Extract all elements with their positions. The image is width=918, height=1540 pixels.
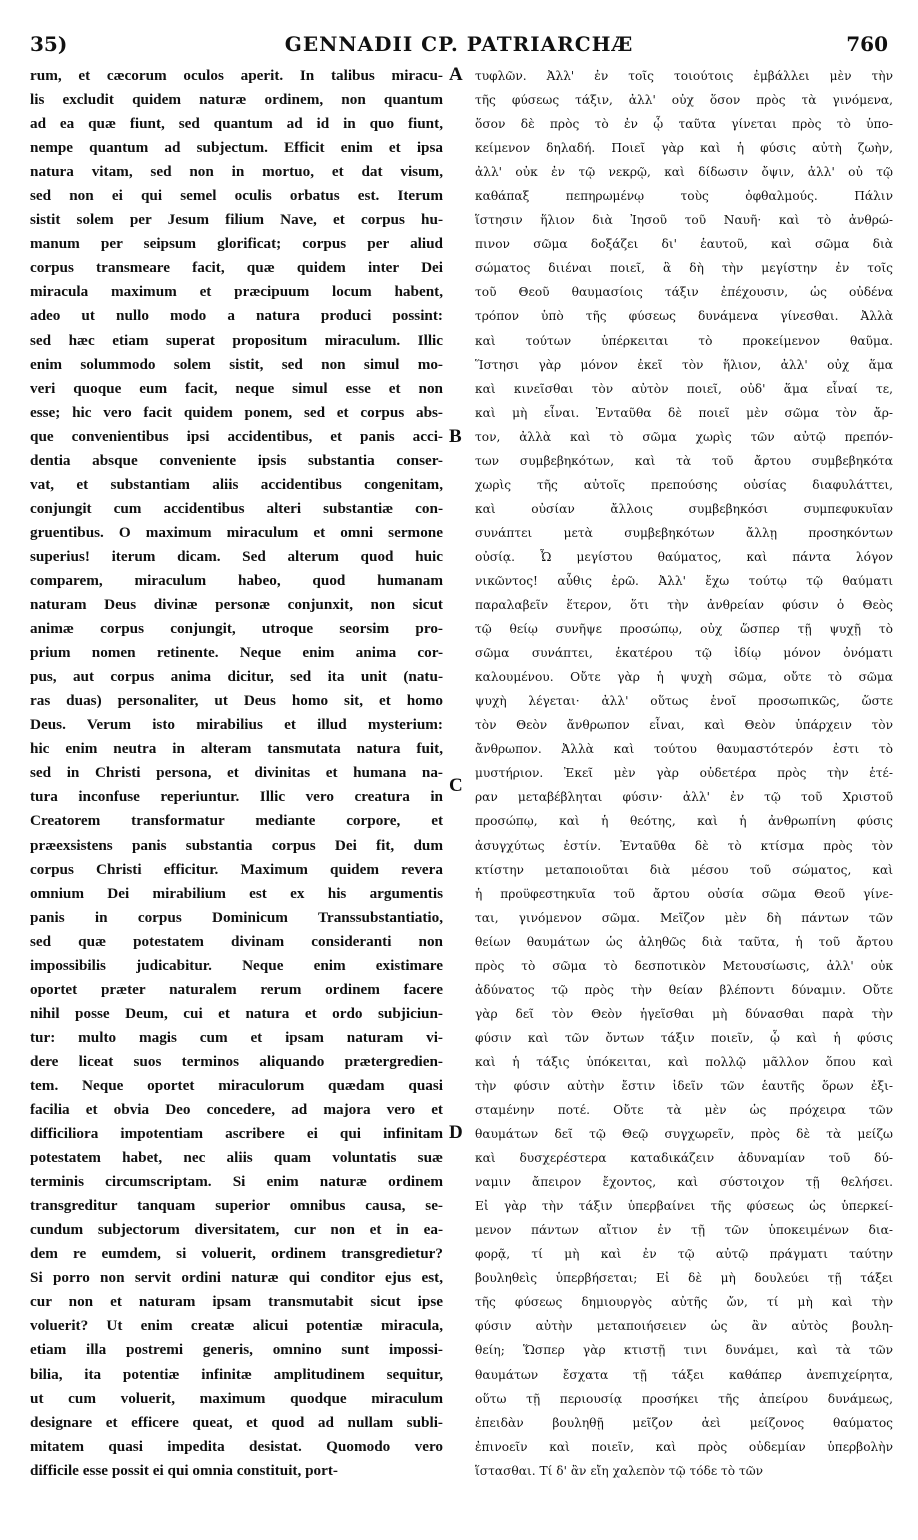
latin-text-line: pus, aut corpus anima dicitur, sed ita unit (natu-: [30, 668, 443, 686]
latin-text-line: vat, et substantiam aliis accidentibus congenitam,: [30, 475, 443, 493]
latin-text-line: hic enim neutra in alteram tansmutata natura fuit,: [30, 740, 443, 758]
greek-text-line: οὕτω τῇ περιουσίᾳ προσήκει τῆς ἀπείρου δυνάμεως,: [475, 1391, 893, 1406]
greek-text-line: ἵστασθαι. Τί δ' ἂν εἴη χαλεπὸν τῷ τόδε τὸ τῶν: [475, 1463, 764, 1478]
section-marker-d: D: [449, 1122, 463, 1143]
latin-text-line: ad ea quæ fiunt, sed quantum ad id in quo fiunt,: [30, 115, 443, 133]
greek-text-line: καὶ ἡ τάξις ὑπόκειται, καὶ πολλῷ μᾶλλον ὅπου καὶ: [475, 1054, 893, 1069]
greek-text-line: τὸν Θεὸν ἄνθρωπον εἶναι, καὶ Θεὸν ὑπάρχειν τὸν: [475, 718, 893, 733]
greek-text-line: κτίστην μεταποιοῦται διὰ μέσου τοῦ σώματος, καὶ: [475, 862, 893, 877]
latin-text-line: sistit solem per Jesum filium Nave, et corpus hu-: [30, 211, 443, 229]
latin-text-line: panis in corpus Dominicum Transsubstantiatio,: [30, 908, 443, 926]
greek-text-line: τρόπον ὑπὸ τῆς φύσεως δυνάμενα γίνεσθαι. Ἀλλὰ: [475, 309, 893, 324]
greek-text-line: θαυμάτων δεῖ τῷ Θεῷ συγχωρεῖν, πρὸς δὲ τὰ μείζω: [475, 1127, 893, 1142]
greek-text-line: ἐπειδὰν βουληθῇ μεῖζον ἀεὶ μείζονος θαύματος: [475, 1415, 893, 1430]
greek-text-line: καὶ δυσχερέστερα καταδικάζειν ἀδυναμίαν τοῦ δύ-: [475, 1151, 893, 1166]
greek-text-line: καθάπαξ πεπηρωμένῳ τοὺς ὀφθαλμούς. Πάλιν: [475, 189, 893, 204]
greek-text-line: ἀλλ' οὐκ ἐν τῷ νεκρῷ, καὶ δίδωσιν ὄψιν, ἀλλ' οὐ τῷ: [475, 165, 893, 180]
latin-text-line: tem. Neque oportet miraculorum quædam quasi: [30, 1076, 443, 1094]
greek-text-line: ἵστησιν ἥλιον διὰ Ἰησοῦ τοῦ Ναυῆ· καὶ τὸ ἀνθρώ-: [475, 213, 893, 228]
page-header: [30, 32, 888, 58]
latin-column: [30, 64, 443, 1483]
greek-text-line: καὶ οὐσίαν ἄλλοις συμβεβηκόσι συμπεφυκυῖαν: [475, 501, 893, 516]
greek-text-line: ἄνθρωπον. Ἀλλὰ καὶ τούτου θαυμαστότερόν ἐστι τὸ: [475, 742, 893, 757]
latin-text-line: difficile esse possit ei qui omnia constituit, port-: [30, 1461, 338, 1479]
greek-text-line: συνάπτει μετὰ συμβεβηκότων ἄλλῃ προσηκόντων: [475, 525, 893, 540]
greek-text-line: τῷ θείῳ συνῆψε προσώπῳ, οὐχ ὥσπερ τῇ ψυχῇ τὸ: [475, 622, 893, 637]
greek-text-line: οὐσίᾳ. Ὦ μεγίστου θαύματος, καὶ πάντα λόγον: [475, 549, 893, 564]
greek-text-line: προσώπῳ, καὶ ἡ θεότης, καὶ ἡ ἀνθρωπίνη φύσις: [475, 814, 893, 829]
latin-text-line: naturam Deus divinæ personæ conjunxit, non sicut: [30, 596, 443, 614]
greek-text-line: ραν μεταβέβληται φύσιν· ἀλλ' ἐν τῷ τοῦ Χριστοῦ: [475, 790, 893, 805]
latin-text-line: Creatorem transformatur mediante corpore, et: [30, 812, 443, 830]
latin-text-line: miracula maximum et præcipuum locum habent,: [30, 283, 443, 301]
greek-text-line: παραλαβεῖν ἕτερον, ὅτι τὴν ἀνθρείαν φύσιν ὁ Θεὸς: [475, 598, 893, 613]
latin-text-line: Deus. Verum isto mirabilius et illud mysterium:: [30, 716, 443, 734]
greek-text-line: θείων θαυμάτων ὡς ἀληθῶς διὰ ταῦτα, ἡ τοῦ ἄρτου: [475, 934, 893, 949]
greek-text-line: θαυμάτων ἔσχατα τῇ τάξει καθάπερ ἀνεπιχείρητα,: [475, 1367, 893, 1382]
latin-text-line: sed in Christi persona, et divinitas et humana na-: [30, 764, 443, 782]
section-marker-b: B: [449, 426, 462, 447]
latin-text-line: natura vitam, sed non in mortuo, et dat visum,: [30, 163, 443, 181]
section-marker-c: C: [449, 775, 463, 796]
latin-text-line: omnium Dei mirabilium est ex his argumentis: [30, 884, 443, 902]
latin-text-line: dentia absque conveniente ipsis substantia conser-: [30, 451, 443, 469]
latin-text-line: gruentibus. O maximum miraculum et omni sermone: [30, 523, 443, 541]
greek-text-line: μενον πάντων αἴτιον ἐν τῇ τῶν ὑποκειμένων δια-: [475, 1223, 893, 1238]
greek-text-line: ἀδύνατος τῷ πρὸς τὴν θείαν βλέποντι δύναμιν. Οὔτε: [475, 982, 893, 997]
latin-text-line: præexsistens panis substantia corpus Dei fit, dum: [30, 836, 443, 854]
latin-text-line: enim solummodo solem sistit, sed non simul mo-: [30, 355, 443, 373]
greek-text-line: πρὸς τὸ σῶμα τὸ δεσποτικὸν Μετουσίωσις, ἀλλ' οὐκ: [475, 958, 893, 973]
latin-text-line: adeo ut nullo modo a natura produci possint:: [30, 307, 443, 325]
latin-text-line: potestatem habet, nec aliis quam voluntatis suæ: [30, 1149, 443, 1167]
greek-text-line: φύσιν καὶ τῶν ὄντων τάξιν ποιεῖν, ᾧ καὶ ἡ φύσις: [475, 1030, 893, 1045]
page-number-right: 760: [846, 32, 888, 56]
latin-text-line: veri quoque eum facit, neque simul esse et non: [30, 379, 443, 397]
latin-text-line: sed non ei qui semel oculis orbatus est. Iterum: [30, 187, 443, 205]
latin-text-line: corpus Christi efficitur. Maximum quidem revera: [30, 860, 443, 878]
latin-text-line: difficiliora impotentiam ascribere ei qui infinitam: [30, 1125, 443, 1143]
latin-text-line: bilia, ita potentiæ infinitæ amplitudinem sequitur,: [30, 1365, 443, 1383]
greek-text-line: ἀσυγχύτως ἐστίν. Ἐνταῦθα δὲ τὸ κτίσμα πρὸς τὸν: [475, 838, 893, 853]
greek-text-line: μυστήριον. Ἐκεῖ μὲν γὰρ οὐδετέρα πρὸς τὴν ἑτέ-: [475, 766, 893, 781]
greek-text-line: καλουμένου. Οὔτε γὰρ ἡ ψυχὴ σῶμα, οὔτε τὸ σῶμα: [475, 670, 893, 685]
greek-text-line: καὶ μὴ εἶναι. Ἐνταῦθα δὲ ποιεῖ μὲν σῶμα τὸν ἄρ-: [475, 405, 893, 420]
latin-text-line: prium nomen retinente. Neque enim anima cor-: [30, 644, 443, 662]
greek-text-line: τον, ἀλλὰ καὶ τὸ σῶμα χωρὶς τῶν αὐτῷ πρεπόν-: [475, 429, 893, 444]
greek-text-line: Εἰ γὰρ τὴν τάξιν ὑπερβαίνει τῆς φύσεως ὡς ὑπερκεί-: [475, 1199, 893, 1214]
latin-text-line: dem re eumdem, si voluerit, ordinem transgredietur?: [30, 1245, 443, 1263]
latin-text-line: tur: multo magis cum et ipsam naturam vi-: [30, 1028, 443, 1046]
greek-text-line: Ἵστησι γὰρ μόνον ἐκεῖ τὸν ἥλιον, ἀλλ' οὐχ ἅμα: [475, 357, 893, 372]
greek-text-line: καὶ τούτων ὑπέρκειται τὸ προκείμενον θαῦμα.: [475, 333, 893, 348]
latin-text-line: dere liceat suos terminos aliquando prætergredien-: [30, 1052, 443, 1070]
greek-text-line: φύσιν αὐτὴν μεταποιήσειεν ὡς ἂν αὐτὸς βουλη-: [475, 1319, 893, 1334]
latin-text-line: animæ corpus conjungit, utroque seorsim pro-: [30, 620, 443, 638]
latin-text-line: que convenientibus ipsi accidentibus, et panis acci-: [30, 427, 443, 445]
greek-text-line: θείη; Ὥσπερ γὰρ κτιστῇ τινι δυνάμει, καὶ τὰ τῶν: [475, 1343, 893, 1358]
latin-text-line: tura inconfuse reperiuntur. Illic vero creatura in: [30, 788, 443, 806]
greek-text-line: των συμβεβηκότων, καὶ τὰ τοῦ ἄρτου συμβεβηκότα: [475, 453, 893, 468]
greek-text-line: ἐπινοεῖν καὶ ποιεῖν, καὶ πρὸς οὐδεμίαν ὑπερβολὴν: [475, 1439, 893, 1454]
greek-text-line: φορᾷ, τί μὴ καὶ ἐν τῷ αὐτῷ πράγματι ταύτην: [475, 1247, 893, 1262]
greek-text-line: καὶ κινεῖσθαι τὸν αὐτὸν ποιεῖ, οὐδ' ἅμα εἶναί τε,: [475, 381, 893, 396]
greek-text-line: βουληθεὶς ὑπερβήσεται; Εἰ δὲ μὴ δουλεύει τῇ τάξει: [475, 1271, 893, 1286]
latin-text-line: esse; hic vero facit quidem ponem, sed et corpus abs-: [30, 403, 443, 421]
greek-text-line: ἡ προϋφεστηκυῖα τοῦ ἄρτου οὐσία σῶμα Θεοῦ γίνε-: [475, 886, 893, 901]
latin-text-line: Si porro non servit ordini naturæ qui conditor ejus est,: [30, 1269, 443, 1287]
greek-text-line: σῶμα συνάπτει, ἑκατέρου τῷ ἰδίῳ μόνον ὀνόματι: [475, 646, 893, 661]
latin-text-line: cundum subjectorum diversitatem, cur non et in ea-: [30, 1221, 443, 1239]
latin-text-line: rum, et cæcorum oculos aperit. In talibus miracu-: [30, 67, 443, 84]
latin-text-line: cur non et naturam ipsam transmutabit sicut ipse: [30, 1293, 443, 1311]
latin-text-line: manum per seipsum glorificat; corpus per aliud: [30, 235, 443, 253]
latin-text-line: voluerit? Ut enim creatæ alicui potentiæ miracula,: [30, 1317, 443, 1335]
latin-text-line: comparem, miraculum habeo, quod humanam: [30, 571, 443, 589]
greek-text-line: ψυχὴ λέγεται· ἀλλ' οὕτως ἑνοῖ προσωπικῶς, ὥστε: [475, 694, 893, 709]
latin-text-line: nempe quantum ad subjectum. Efficit enim et ipsa: [30, 139, 443, 157]
latin-text-line: sed hæc etiam superat propositum miraculum. Illic: [30, 331, 443, 349]
latin-text-line: corpus transmeare facit, quæ quidem inter Dei: [30, 259, 443, 277]
greek-text-line: πινον σῶμα δοξάζει δι' ἑαυτοῦ, καὶ σῶμα διὰ: [475, 237, 893, 252]
latin-text-line: conjungit cum accidentibus alteri substantiæ con-: [30, 499, 443, 517]
greek-text-line: σώματος διιέναι ποιεῖ, ἃ δὴ τὴν μεγίστην ἐν τοῖς: [475, 261, 893, 276]
latin-text-line: nihil posse Deum, cui et natura et ordo subjiciun-: [30, 1004, 443, 1022]
latin-text-line: oportet præter naturalem rerum ordinem facere: [30, 980, 443, 998]
greek-text-line: γὰρ δεῖ τὸν Θεὸν ἡγεῖσθαι μὴ δύνασθαι παρὰ τὴν: [475, 1006, 893, 1021]
latin-text-line: superius! iterum dicam. Sed alterum quod huic: [30, 547, 443, 565]
latin-text-line: ras duas) personaliter, ut Deus homo sit, et homo: [30, 692, 443, 710]
latin-text-line: terminis circumscriptam. Si enim naturæ ordinem: [30, 1173, 443, 1191]
page-number-left: 35): [30, 32, 68, 56]
greek-text-line: τοῦ Θεοῦ θαυμασίοις τάξιν ἐπέχουσιν, ὡς οὐδένα: [475, 285, 893, 300]
latin-text-line: facilia et obvia Deo concedere, ad majora vero et: [30, 1101, 443, 1119]
latin-text-line: designare et efficere queat, et quod ad nullam subli-: [30, 1413, 443, 1431]
greek-text-line: νικῶντος! αὖθις ἐρῶ. Ἀλλ' ἔχω τούτῳ τῷ θαύματι: [475, 573, 893, 588]
latin-text-line: transgreditur tanquam superior omnibus causa, se-: [30, 1197, 443, 1215]
latin-text-line: etiam illa postremi generis, omnino sunt impossi-: [30, 1341, 443, 1359]
greek-text-line: τυφλῶν. Ἀλλ' ἐν τοῖς τοιούτοις ἐμβάλλει μὲν τὴν: [475, 69, 893, 83]
greek-text-line: τῆς φύσεως δημιουργὸς αὐτῆς ὤν, τί μὴ καὶ τὴν: [475, 1295, 893, 1310]
greek-text-line: χωρὶς τῆς αὐτοῖς πρεπούσης οὐσίας διαφυλάττει,: [475, 477, 893, 492]
greek-text-line: κείμενον δηλαδή. Ποιεῖ γὰρ καὶ ἡ φύσις αὐτὴ ζωὴν,: [475, 141, 893, 156]
running-title: GENNADII CP. PATRIARCHÆ: [284, 32, 634, 56]
latin-text-line: lis excludit quidem naturæ ordinem, non quantum: [30, 91, 443, 109]
latin-text-line: impossibilis judicabitur. Neque enim existimare: [30, 956, 443, 974]
latin-text-line: ut cum voluerit, maximum quodque miraculum: [30, 1389, 443, 1407]
greek-text-line: ναμιν ἄπειρον ἔχοντος, καὶ σύστοιχον τῇ θελήσει.: [475, 1175, 893, 1190]
latin-text-line: mitatem quasi impedita desistat. Quomodo vero: [30, 1437, 443, 1455]
greek-text-line: τῆς φύσεως τάξιν, ἀλλ' οὐχ ὅσον πρὸς τὰ γινόμενα,: [475, 93, 893, 108]
greek-text-line: σταμένην ποτέ. Οὔτε τὰ μὲν ὡς πρόχειρα τῶν: [475, 1103, 893, 1118]
latin-text-line: sed quæ potestatem divinam consideranti non: [30, 932, 443, 950]
greek-text-line: ται, γινόμενον σῶμα. Μεῖζον μὲν δὴ πάντων τῶν: [475, 910, 893, 925]
greek-text-line: ὅσον δὲ πρὸς τὸ ἐν ᾧ ταῦτα γίνεται πρὸς τὸ ὑπο-: [475, 117, 893, 132]
section-marker-a: A: [449, 64, 463, 85]
greek-column: [475, 64, 893, 1483]
greek-text-line: τὴν φύσιν αὐτὴν ἔστιν ἰδεῖν τῶν ἑαυτῆς ὅρων ἐξι-: [475, 1078, 893, 1093]
